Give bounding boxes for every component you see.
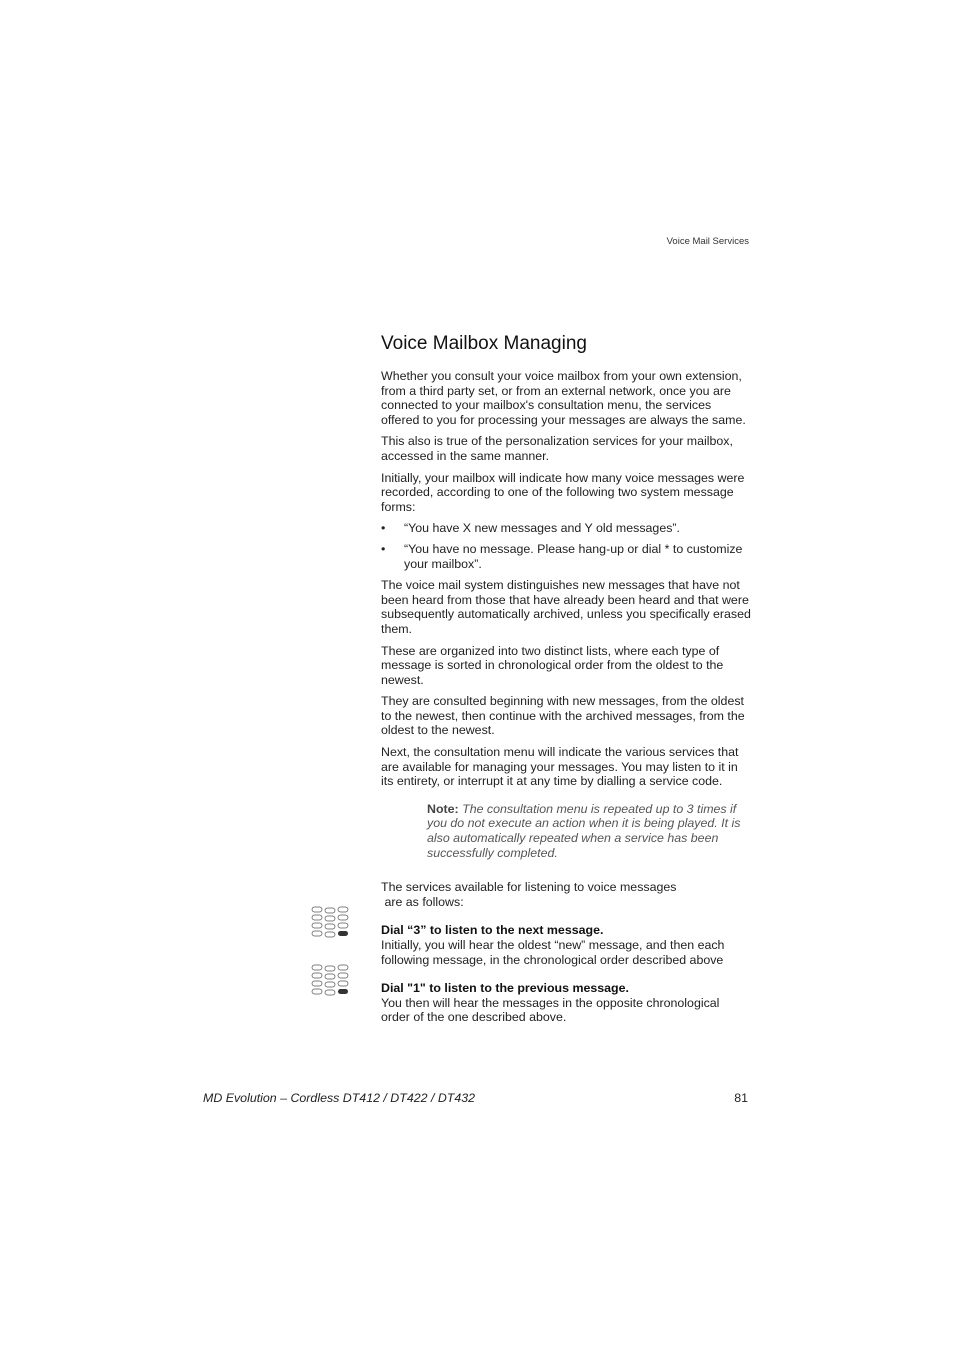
- message-forms-list: [381, 521, 751, 571]
- keypad-icon: [311, 964, 351, 998]
- service-title: Dial "1" to listen to the previous message.: [381, 981, 629, 996]
- keypad-icon: [311, 906, 351, 940]
- services-intro-line2: are as follows:: [381, 894, 464, 909]
- services-intro-line1: The services available for listening to voice messages: [381, 880, 677, 895]
- list-item: • “You have no message. Please hang-up or dial * to customize your mailbox”.: [381, 542, 751, 571]
- paragraph: Next, the consultation menu will indicate the various services that are available for managing your messages. You may listen to it in its entirety, or interrupt it at any time by dialling a service code.: [381, 745, 739, 789]
- page-title: Voice Mailbox Managing: [381, 333, 587, 354]
- note-text: The consultation menu is repeated up to 3 times if you do not execute an action when it is being played. It is also automatically repeated when a service has been successfully completed.: [427, 801, 741, 860]
- running-header: Voice Mail Services: [666, 236, 749, 247]
- services-intro: [381, 880, 751, 909]
- paragraph: Initially, your mailbox will indicate how many voice messages were recorded, according to one of the following two system message forms:: [381, 470, 745, 514]
- service-title: Dial “3” to listen to the next message.: [381, 923, 604, 938]
- paragraph: Whether you consult your voice mailbox from your own extension, from a third party set, or from an external network, once you are connected to your mailbox's consultation menu, the services offered to you for processing your messages are always the same.: [381, 369, 746, 427]
- service-text: You then will hear the messages in the opposite chronological order of the one described above.: [381, 995, 720, 1025]
- service-text: Initially, you will hear the oldest “new” message, and then each following message, in the chronological order described above: [381, 938, 725, 967]
- note-label: Note:: [427, 801, 459, 816]
- paragraph: The voice mail system distinguishes new messages that have not been heard from those that have already been heard and that were subsequently automatically archived, unless you specifically erased them.: [381, 578, 751, 636]
- footer-product: MD Evolution – Cordless DT412 / DT422 / DT432: [203, 1091, 476, 1105]
- page-number: 81: [734, 1091, 748, 1105]
- paragraph: This also is true of the personalization services for your mailbox, accessed in the same manner.: [381, 434, 733, 463]
- note-box: [427, 802, 747, 860]
- service-next-message: [381, 923, 751, 967]
- list-item: • “You have X new messages and Y old messages”.: [381, 521, 751, 536]
- service-previous-message: [381, 981, 751, 1025]
- paragraph: They are consulted beginning with new messages, from the oldest to the newest, then continue with the archived messages, from the oldest to the newest.: [381, 694, 745, 738]
- paragraph: These are organized into two distinct lists, where each type of message is sorted in chronological order from the oldest to the newest.: [381, 643, 724, 687]
- main-content: [381, 332, 751, 1031]
